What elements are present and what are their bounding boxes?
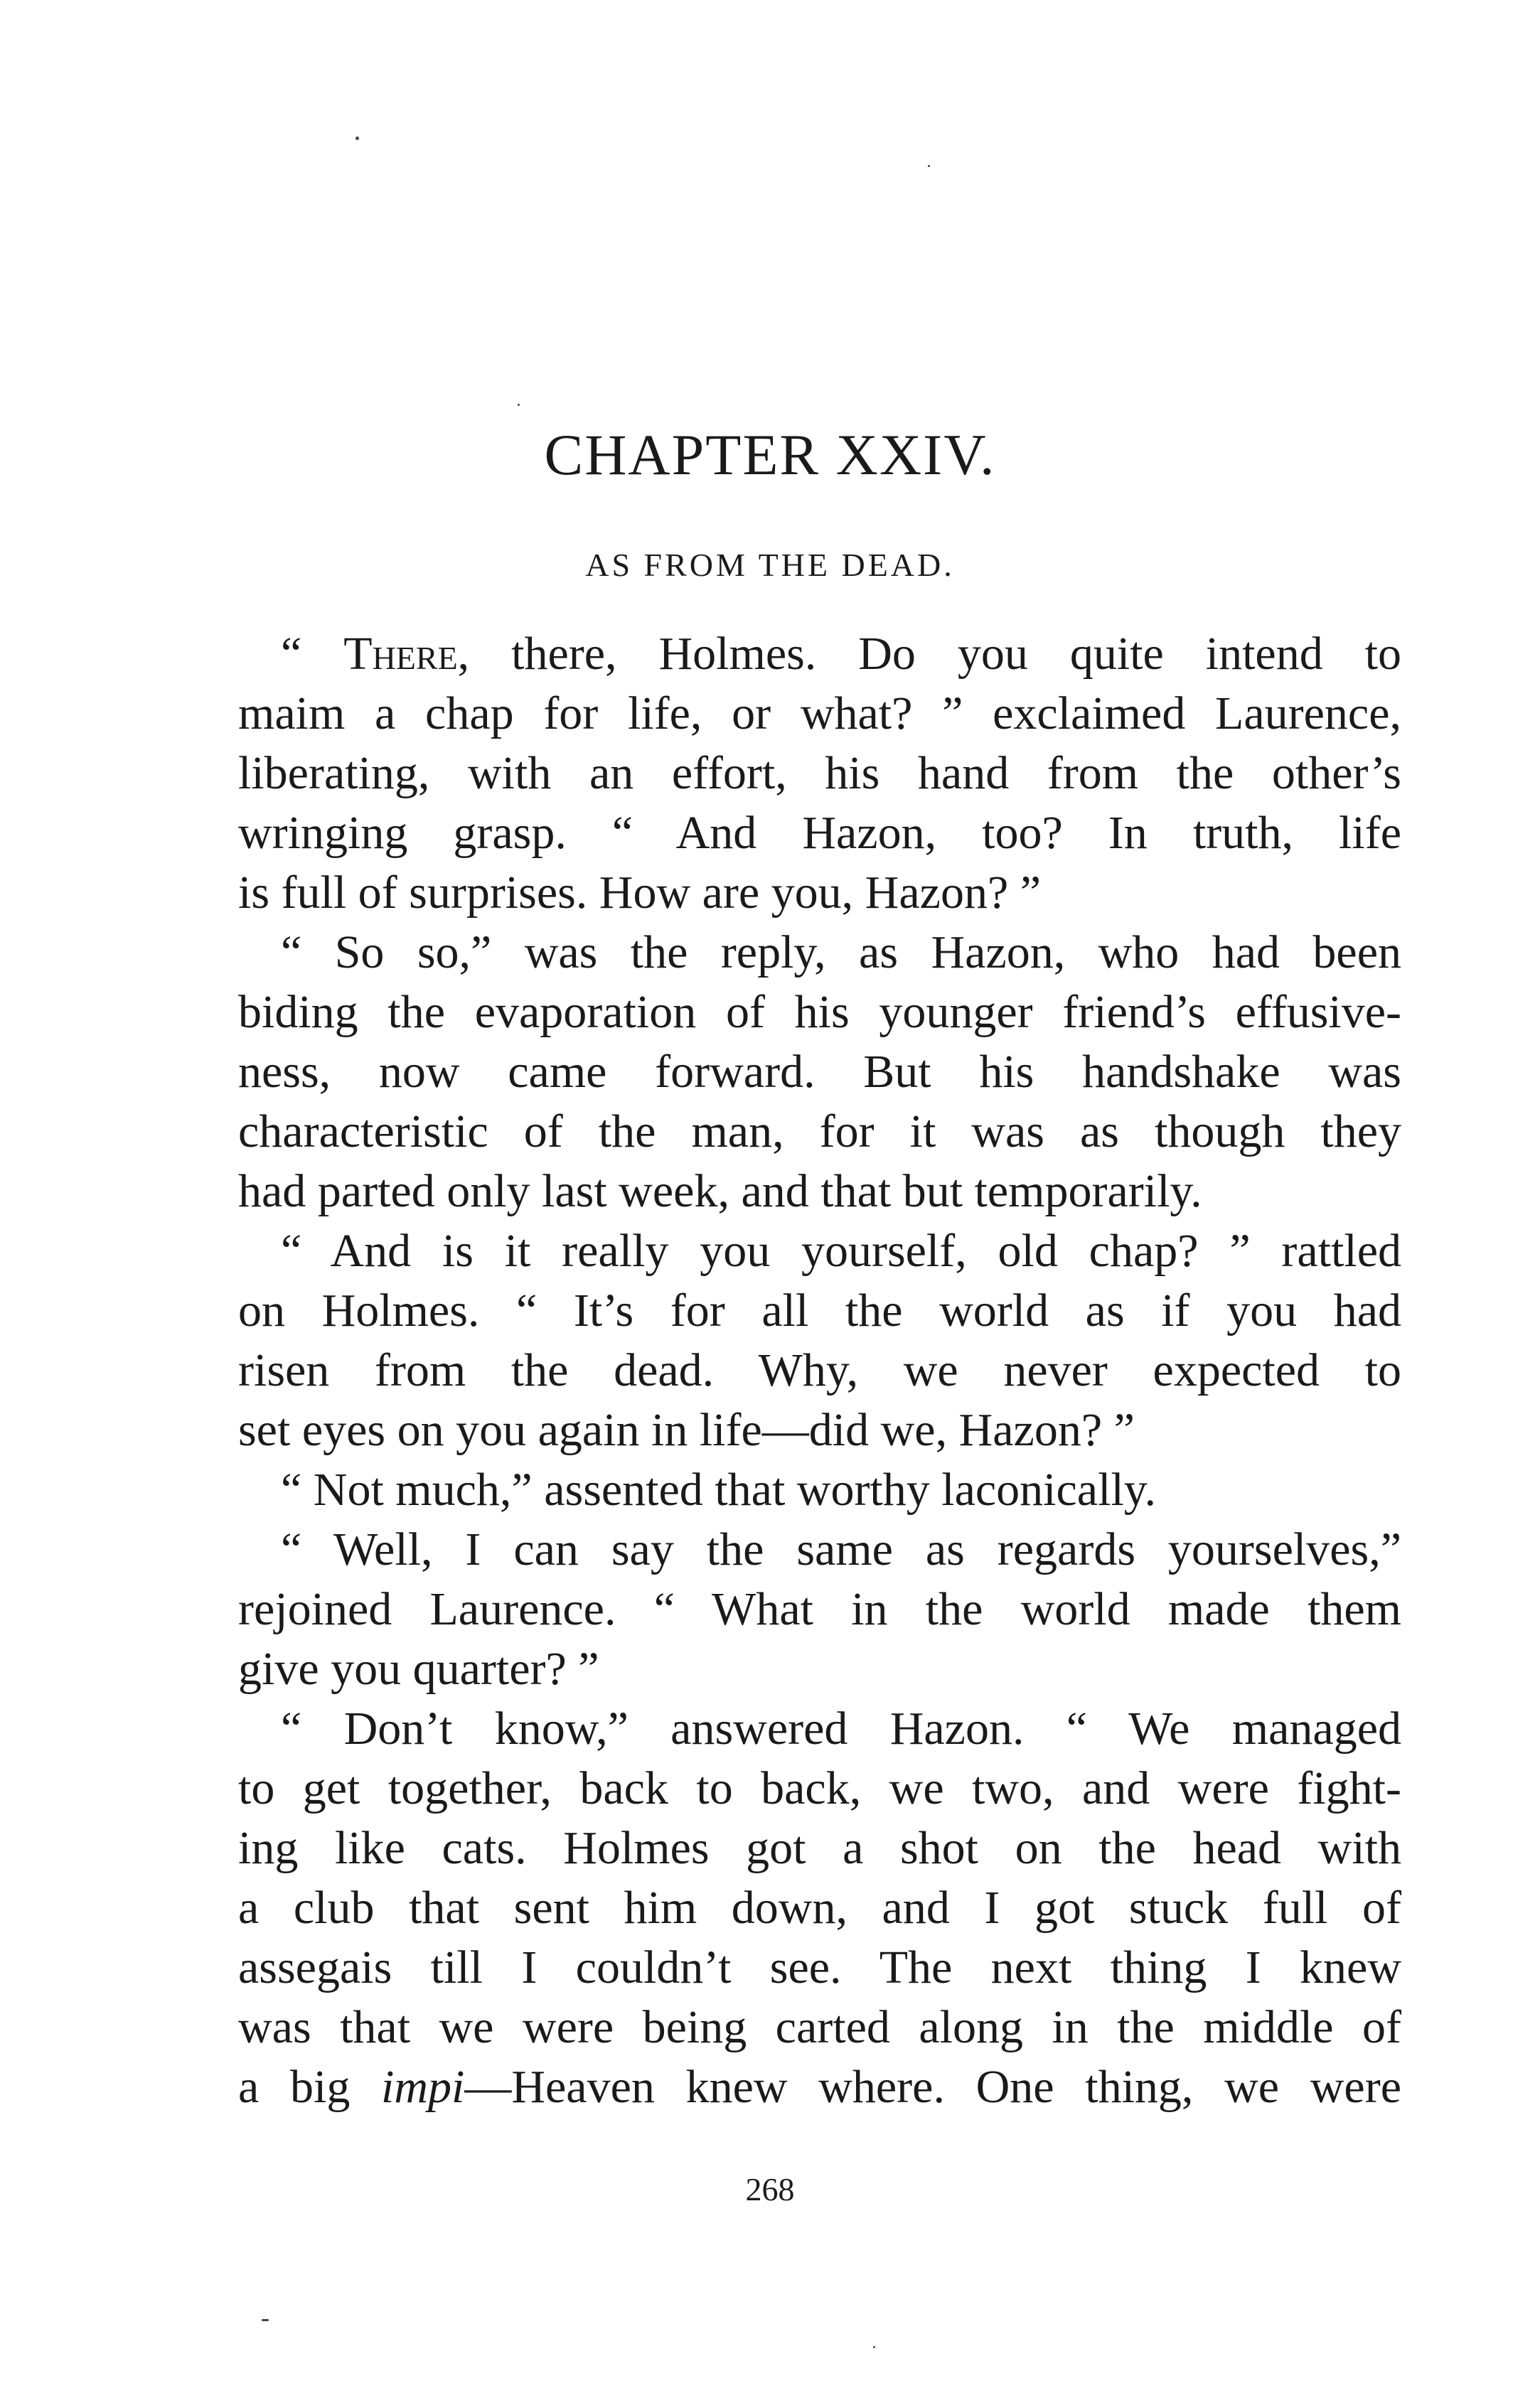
paper-speck [873, 2346, 875, 2348]
text-line: a big impi—Heaven knew where. One thing, we were [238, 2061, 1401, 2113]
paper-speck [928, 165, 930, 167]
paper-speck [518, 404, 520, 406]
text-line: “ So so,” was the reply, as Hazon, who had been [281, 926, 1401, 978]
text-line: was that we were being carted along in the middle of [238, 2001, 1401, 2053]
text-line: characteristic of the man, for it was as though they [238, 1105, 1401, 1157]
text-line: give you quarter? ” [238, 1643, 599, 1695]
text-line: rejoined Laurence. “ What in the world made them [238, 1583, 1401, 1635]
text-line: assegais till I couldn’t see. The next thing I knew [238, 1942, 1401, 1993]
text-line: “ And is it really you yourself, old chap? ” rattled [281, 1225, 1401, 1277]
text-line: biding the evaporation of his younger friend’s effusive- [238, 986, 1401, 1038]
text-line: set eyes on you again in life—did we, Hazon? ” [238, 1404, 1135, 1456]
body-text [238, 624, 1401, 2117]
italic-word: impi [381, 2061, 465, 2113]
text-line: had parted only last week, and that but temporarily. [238, 1165, 1202, 1217]
text-line: liberating, with an effort, his hand from the other’s [238, 747, 1401, 799]
text-line: ness, now came forward. But his handshake was [238, 1046, 1401, 1098]
text-line: ing like cats. Holmes got a shot on the head with [238, 1822, 1401, 1874]
text-line: wringing grasp. “ And Hazon, too? In truth, life [238, 807, 1401, 859]
text-line: “ Don’t know,” answered Hazon. “ We managed [281, 1703, 1401, 1755]
text-line: maim a chap for life, or what? ” exclaimed Laurence, [238, 687, 1401, 739]
small-caps-word: There, [343, 628, 470, 680]
paper-speck [262, 2319, 269, 2321]
text-line: “ Well, I can say the same as regards yourselves,” [281, 1524, 1401, 1575]
chapter-title: CHAPTER XXIV. [544, 422, 996, 487]
text-line: on Holmes. “ It’s for all the world as if you had [238, 1285, 1401, 1337]
text-line: is full of surprises. How are you, Hazon? ” [238, 867, 1042, 919]
text-line: “ Not much,” assented that worthy laconically. [281, 1464, 1156, 1516]
text-line: risen from the dead. Why, we never expected to [238, 1344, 1401, 1396]
page-number: 268 [745, 2171, 795, 2207]
chapter-subtitle: AS FROM THE DEAD. [585, 547, 955, 583]
text-line: a club that sent him down, and I got stuck full of [238, 1882, 1401, 1934]
paper-speck [355, 136, 359, 140]
text-line: “ There, there, Holmes. Do you quite intend to [281, 628, 1401, 680]
text-line: to get together, back to back, we two, and were fight- [238, 1762, 1401, 1814]
